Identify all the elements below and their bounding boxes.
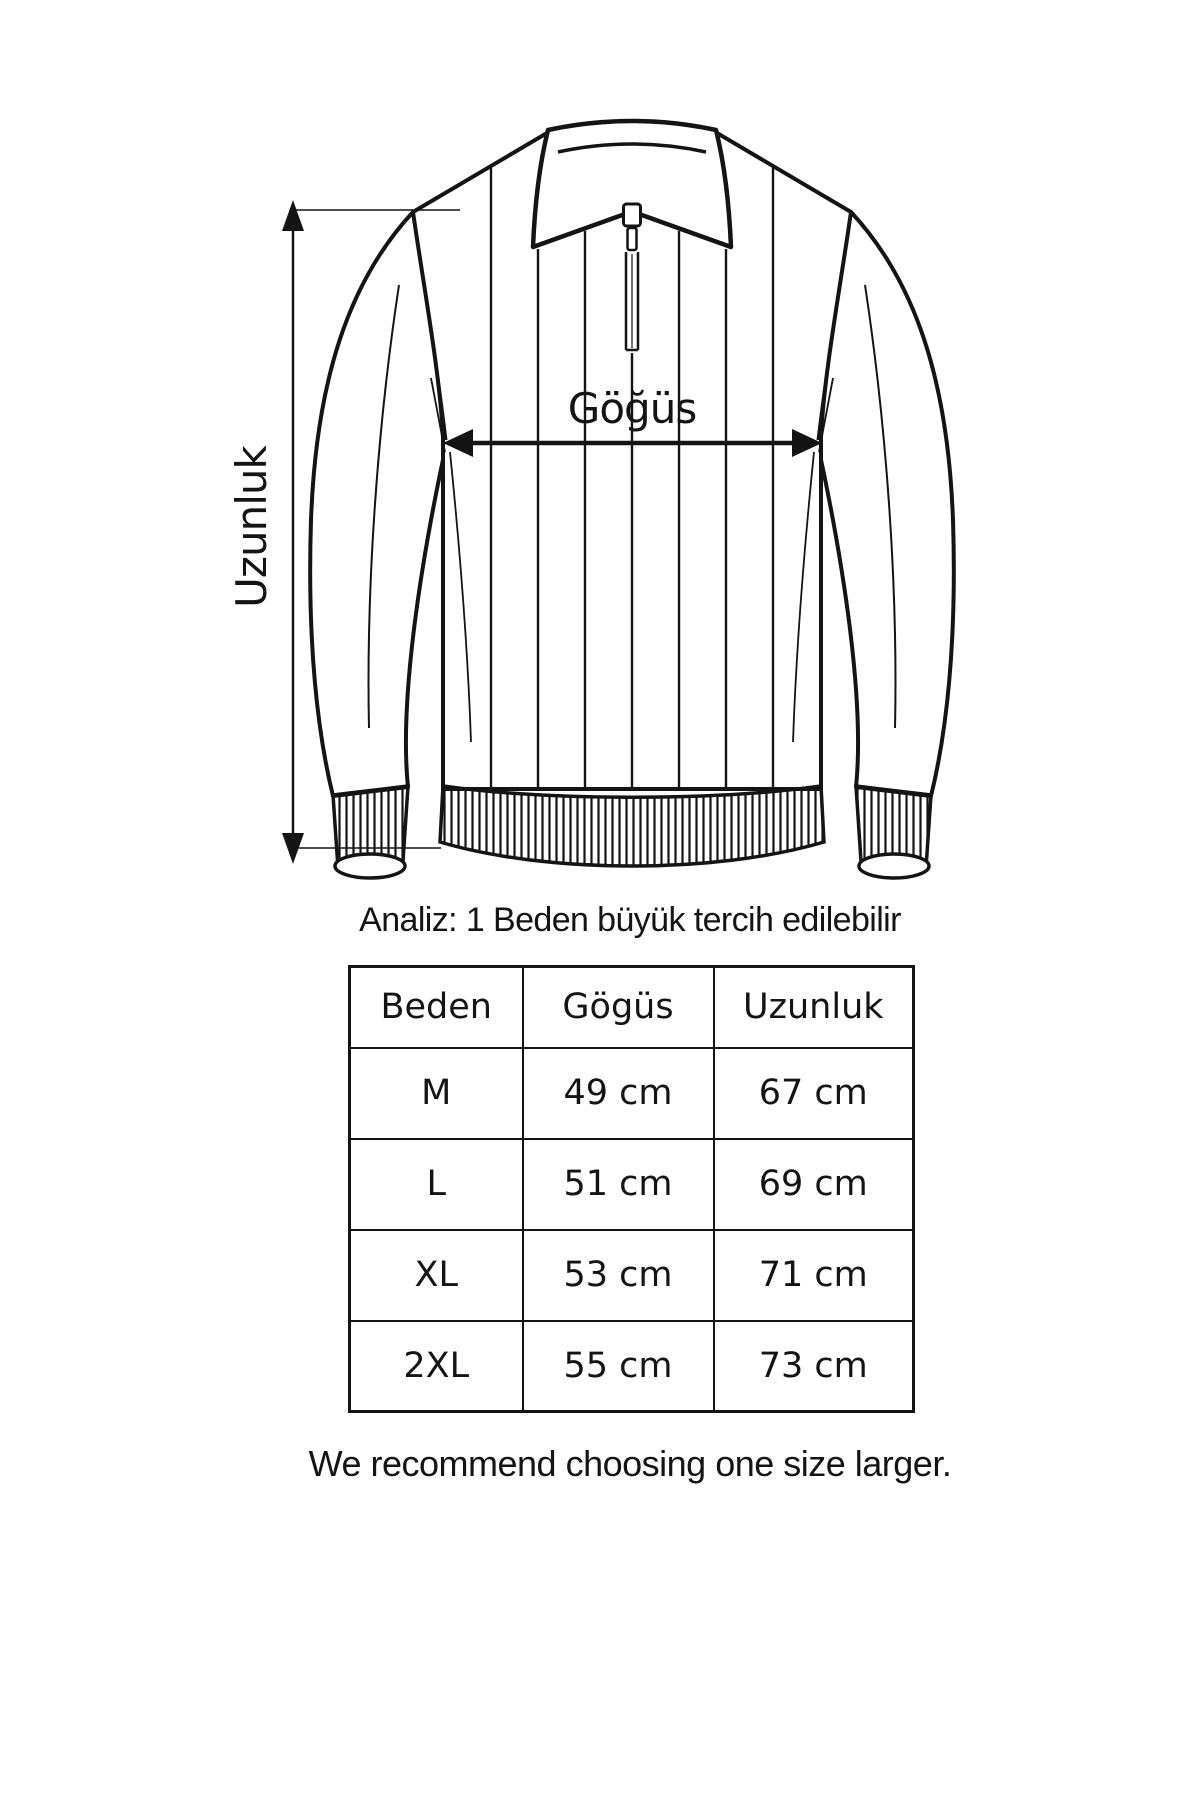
column-header-chest: Gögüs — [523, 967, 714, 1048]
size-table — [348, 965, 915, 1413]
cell-length: 71 cm — [714, 1230, 914, 1321]
cell-length: 67 cm — [714, 1048, 914, 1139]
ribbed-hem — [440, 786, 824, 866]
cell-chest: 53 cm — [523, 1230, 714, 1321]
quarter-zipper — [624, 204, 641, 350]
column-header-size: Beden — [350, 967, 523, 1048]
table-row-m — [350, 1048, 914, 1139]
length-label: Uzunluk — [227, 446, 276, 608]
cell-chest: 55 cm — [523, 1321, 714, 1412]
cell-size: L — [350, 1139, 523, 1230]
table-row-l — [350, 1139, 914, 1230]
table-row-xl — [350, 1230, 914, 1321]
column-header-length: Uzunluk — [714, 967, 914, 1048]
chest-label: Göğüs — [567, 384, 697, 433]
footer-note: We recommend choosing one size larger. — [308, 1443, 952, 1484]
size-table-header-row — [350, 967, 914, 1048]
analysis-note: Analiz: 1 Beden büyük tercih edilebilir — [359, 901, 901, 939]
cell-size: M — [350, 1048, 523, 1139]
cell-size: 2XL — [350, 1321, 523, 1412]
cell-chest: 51 cm — [523, 1139, 714, 1230]
cell-length: 69 cm — [714, 1139, 914, 1230]
cell-size: XL — [350, 1230, 523, 1321]
cell-length: 73 cm — [714, 1321, 914, 1412]
table-row-2xl — [350, 1321, 914, 1412]
cell-chest: 49 cm — [523, 1048, 714, 1139]
